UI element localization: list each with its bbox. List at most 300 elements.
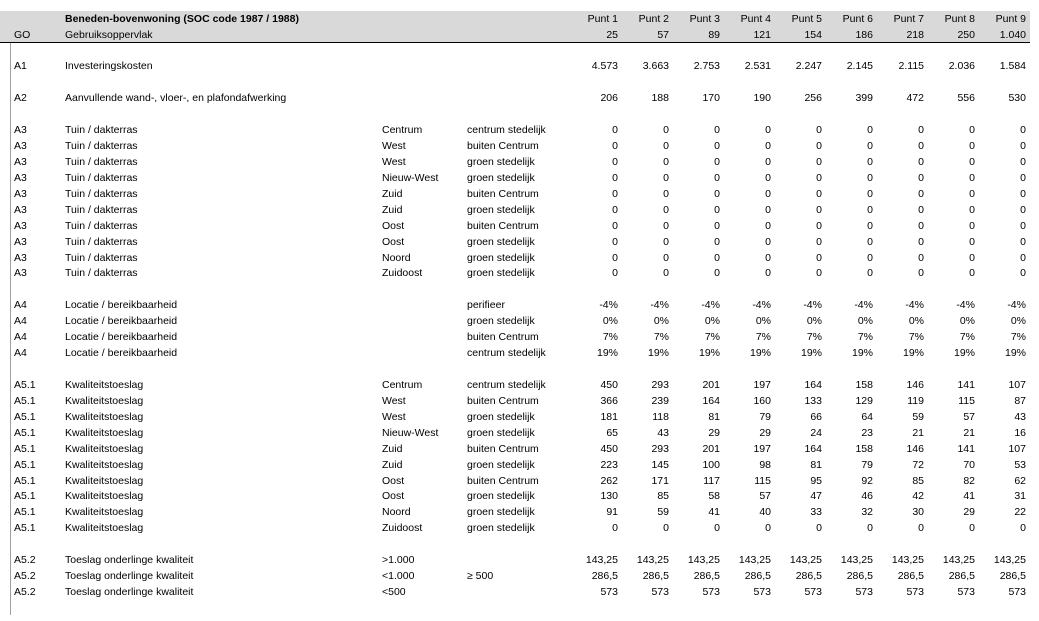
row-value: 0 [1020,252,1026,264]
row-value: 573 [804,586,822,598]
row-value: -4% [956,299,975,311]
code-column-divider [10,43,11,615]
row-district: Nieuw-West [382,427,439,439]
row-type: groen stedelijk [467,236,535,248]
row-value: 0 [663,522,669,534]
row-description: Kwaliteitstoeslag [65,522,144,534]
row-value: 19% [902,347,924,359]
point-header: Punt 7 [893,13,924,25]
row-value: -4% [854,299,873,311]
point-header: Punt 4 [740,13,771,25]
row-value: 0 [867,252,873,264]
row-value: 0 [918,267,924,279]
row-type: ≥ 500 [467,570,494,582]
row-description: Tuin / dakterras [65,220,138,232]
row-value: 19% [596,347,618,359]
row-value: -4% [1007,299,1026,311]
header-divider [0,42,1030,43]
row-description: Tuin / dakterras [65,236,138,248]
row-type: centrum stedelijk [467,347,546,359]
row-value: 143,25 [942,554,975,566]
row-district: Centrum [382,379,423,391]
row-value: 450 [600,443,618,455]
row-value: 286,5 [642,570,669,582]
row-value: 107 [1008,443,1026,455]
row-description: Tuin / dakterras [65,124,138,136]
row-value: 0 [765,156,771,168]
row-value: 91 [606,506,618,518]
row-value: 0 [969,220,975,232]
row-description: Tuin / dakterras [65,204,138,216]
row-value: 7% [959,331,975,343]
row-value: 66 [810,411,822,423]
row-value: 0 [918,140,924,152]
row-value: 85 [657,490,669,502]
row-value: 130 [600,490,618,502]
row-value: 87 [1014,395,1026,407]
row-value: 0 [714,188,720,200]
row-type: buiten Centrum [467,395,539,407]
row-value: 0 [612,140,618,152]
row-type: centrum stedelijk [467,124,546,136]
row-code: A3 [14,204,27,216]
row-value: 0 [612,156,618,168]
row-value: 2.036 [948,60,975,72]
row-value: 0% [908,315,924,327]
row-value: 0% [857,315,873,327]
row-value: 0 [1020,124,1026,136]
row-value: 262 [600,475,618,487]
row-value: 95 [810,475,822,487]
row-value: 0 [816,252,822,264]
row-code: A5.1 [14,443,36,455]
row-type: groen stedelijk [467,252,535,264]
row-type: buiten Centrum [467,140,539,152]
row-value: 1.584 [999,60,1026,72]
row-value: 0 [867,236,873,248]
row-code: A3 [14,156,27,168]
row-value: 0 [918,252,924,264]
row-value: 43 [1014,411,1026,423]
row-description: Tuin / dakterras [65,156,138,168]
row-value: 286,5 [693,570,720,582]
row-description: Kwaliteitstoeslag [65,490,144,502]
row-value: 0 [1020,204,1026,216]
row-value: 19% [1004,347,1026,359]
row-code: A5.2 [14,570,36,582]
row-value: 197 [753,443,771,455]
row-description: Toeslag onderlinge kwaliteit [65,570,194,582]
row-value: 143,25 [636,554,669,566]
row-value: 0 [612,172,618,184]
row-value: 19% [953,347,975,359]
row-value: 143,25 [891,554,924,566]
row-code: A3 [14,252,27,264]
row-value: 79 [759,411,771,423]
row-value: 7% [704,331,720,343]
row-value: 0 [969,172,975,184]
row-value: 4.573 [591,60,618,72]
row-value: 81 [810,459,822,471]
row-district: Noord [382,252,411,264]
row-value: 0 [969,267,975,279]
row-type: groen stedelijk [467,490,535,502]
row-description: Kwaliteitstoeslag [65,379,144,391]
row-description: Kwaliteitstoeslag [65,427,144,439]
row-value: 293 [651,443,669,455]
row-value: 158 [855,379,873,391]
row-type: groen stedelijk [467,267,535,279]
row-district: <500 [382,586,406,598]
row-value: 117 [703,475,720,487]
row-value: 7% [755,331,771,343]
row-value: 0 [765,236,771,248]
row-value: 0 [663,124,669,136]
row-value: 0 [612,522,618,534]
row-code: A3 [14,236,27,248]
row-value: 65 [606,427,618,439]
row-code: A3 [14,140,27,152]
row-value: -4% [752,299,771,311]
row-code: A5.2 [14,554,36,566]
row-value: 450 [600,379,618,391]
row-value: 53 [1014,459,1026,471]
row-description: Toeslag onderlinge kwaliteit [65,586,194,598]
row-district: West [382,395,406,407]
sheet-title: Beneden-bovenwoning (SOC code 1987 / 1988) [65,13,299,25]
row-type: buiten Centrum [467,331,539,343]
row-value: 7% [806,331,822,343]
row-value: 7% [1010,331,1026,343]
row-value: 0 [1020,220,1026,232]
row-value: 556 [957,92,975,104]
row-value: 0 [867,204,873,216]
row-code: A5.1 [14,411,36,423]
row-value: 0 [969,156,975,168]
row-value: 190 [753,92,771,104]
row-value: 0 [714,522,720,534]
row-value: -4% [701,299,720,311]
row-value: 158 [855,443,873,455]
row-value: 82 [963,475,975,487]
row-value: 100 [702,459,720,471]
row-value: 72 [912,459,924,471]
row-value: 2.145 [846,60,873,72]
row-value: 98 [759,459,771,471]
row-value: 145 [651,459,669,471]
area-value: 57 [657,29,669,41]
row-value: 143,25 [687,554,720,566]
row-description: Aanvullende wand-, vloer-, en plafondafwerking [65,92,287,104]
row-value: 107 [1008,379,1026,391]
row-value: 41 [708,506,720,518]
row-value: 0 [765,252,771,264]
row-type: groen stedelijk [467,522,535,534]
row-value: 206 [600,92,618,104]
row-district: West [382,156,406,168]
row-value: 0 [714,236,720,248]
row-value: 19% [647,347,669,359]
row-value: 0% [602,315,618,327]
row-value: 146 [906,443,924,455]
area-value: 89 [708,29,720,41]
row-value: 47 [810,490,822,502]
row-value: 0 [816,236,822,248]
row-value: 141 [957,379,975,391]
row-value: 286,5 [591,570,618,582]
row-description: Kwaliteitstoeslag [65,475,144,487]
row-value: 160 [753,395,771,407]
row-value: 0 [918,220,924,232]
row-value: 0 [918,522,924,534]
row-district: Zuid [382,204,403,216]
row-type: groen stedelijk [467,427,535,439]
row-value: 0 [612,124,618,136]
row-value: 0 [765,172,771,184]
row-value: -4% [803,299,822,311]
row-value: 0 [663,204,669,216]
row-district: Zuid [382,443,403,455]
row-value: 3.663 [642,60,669,72]
row-value: 0 [969,522,975,534]
row-value: 0 [612,267,618,279]
row-value: 23 [861,427,873,439]
row-district: Zuidoost [382,267,423,279]
row-type: groen stedelijk [467,459,535,471]
row-value: 0 [663,220,669,232]
row-value: 0 [918,188,924,200]
row-value: 29 [963,506,975,518]
row-value: 143,25 [993,554,1026,566]
row-value: 41 [963,490,975,502]
row-value: 141 [957,443,975,455]
area-value: 121 [753,29,771,41]
point-header: Punt 9 [995,13,1026,25]
row-value: 59 [657,506,669,518]
row-value: 239 [651,395,669,407]
row-description: Kwaliteitstoeslag [65,443,144,455]
row-value: 0 [765,140,771,152]
row-code: A3 [14,172,27,184]
row-district: Zuid [382,459,403,471]
row-value: 0% [653,315,669,327]
row-value: 115 [958,395,975,407]
row-value: 0 [969,140,975,152]
row-value: 171 [651,475,669,487]
row-description: Tuin / dakterras [65,188,138,200]
row-value: 70 [963,459,975,471]
row-value: 0 [663,156,669,168]
row-district: <1.000 [382,570,415,582]
row-value: 0% [1010,315,1026,327]
row-value: 0 [1020,172,1026,184]
point-header: Punt 3 [689,13,720,25]
row-value: 0 [816,522,822,534]
row-value: 0 [612,252,618,264]
row-value: 0 [663,252,669,264]
row-value: 118 [652,411,669,423]
row-value: 0 [714,252,720,264]
row-value: 188 [651,92,669,104]
row-value: 0 [714,124,720,136]
row-value: 0 [867,220,873,232]
row-code: A4 [14,315,27,327]
row-value: 0 [918,156,924,168]
row-description: Toeslag onderlinge kwaliteit [65,554,194,566]
row-value: 43 [657,427,669,439]
row-district: Zuidoost [382,522,423,534]
row-value: 573 [1008,586,1026,598]
row-value: 143,25 [585,554,618,566]
row-value: 85 [912,475,924,487]
row-value: 143,25 [840,554,873,566]
row-value: 530 [1008,92,1026,104]
row-value: -4% [599,299,618,311]
row-value: 0 [816,124,822,136]
row-district: Oost [382,220,405,232]
row-value: 0 [1020,522,1026,534]
row-value: 59 [912,411,924,423]
row-description: Tuin / dakterras [65,140,138,152]
row-code: A2 [14,92,27,104]
row-description: Tuin / dakterras [65,172,138,184]
row-value: 133 [804,395,822,407]
row-value: 286,5 [999,570,1026,582]
row-district: >1.000 [382,554,415,566]
row-code: A3 [14,220,27,232]
row-value: 223 [600,459,618,471]
row-type: buiten Centrum [467,443,539,455]
row-value: 0 [663,267,669,279]
row-value: 29 [759,427,771,439]
row-value: 29 [708,427,720,439]
row-value: 0 [765,220,771,232]
row-value: 143,25 [789,554,822,566]
row-value: 2.247 [795,60,822,72]
row-code: A5.1 [14,459,36,471]
row-value: 0 [612,236,618,248]
row-value: 0 [918,204,924,216]
row-value: 119 [907,395,924,407]
row-type: groen stedelijk [467,156,535,168]
row-description: Kwaliteitstoeslag [65,411,144,423]
row-value: 286,5 [846,570,873,582]
point-header: Punt 8 [944,13,975,25]
row-value: 573 [957,586,975,598]
row-code: A4 [14,331,27,343]
row-value: 58 [708,490,720,502]
row-value: -4% [650,299,669,311]
row-value: 573 [600,586,618,598]
row-value: 0 [867,124,873,136]
row-value: 573 [651,586,669,598]
row-code: A1 [14,60,27,72]
row-type: buiten Centrum [467,475,539,487]
row-value: 170 [702,92,720,104]
row-district: Oost [382,236,405,248]
row-value: 0 [714,172,720,184]
row-value: 201 [702,379,720,391]
row-code: A5.1 [14,506,36,518]
row-description: Tuin / dakterras [65,267,138,279]
row-value: 24 [810,427,822,439]
row-value: 0 [1020,236,1026,248]
point-header: Punt 6 [842,13,873,25]
area-value: 1.040 [999,29,1026,41]
row-value: 0 [867,267,873,279]
row-type: perifieer [467,299,505,311]
row-value: 7% [602,331,618,343]
row-type: groen stedelijk [467,204,535,216]
row-value: 2.531 [744,60,771,72]
row-description: Locatie / bereikbaarheid [65,331,178,343]
row-value: 22 [1014,506,1026,518]
row-value: 19% [851,347,873,359]
row-value: 19% [749,347,771,359]
row-value: 399 [855,92,873,104]
row-value: 573 [753,586,771,598]
row-value: 33 [810,506,822,518]
row-value: 57 [759,490,771,502]
row-value: 42 [912,490,924,502]
row-value: 0% [755,315,771,327]
row-value: 0 [816,156,822,168]
row-type: buiten Centrum [467,220,539,232]
row-value: 0 [765,204,771,216]
row-district: Noord [382,506,411,518]
row-value: 92 [861,475,873,487]
row-value: 164 [702,395,720,407]
point-header: Punt 1 [587,13,618,25]
row-value: 7% [908,331,924,343]
row-description: Kwaliteitstoeslag [65,506,144,518]
row-value: 0% [959,315,975,327]
row-value: 0 [816,220,822,232]
row-district: Oost [382,490,405,502]
row-value: 21 [912,427,924,439]
row-code: A3 [14,267,27,279]
row-district: Oost [382,475,405,487]
row-type: groen stedelijk [467,506,535,518]
row-value: 0 [1020,188,1026,200]
row-value: 0 [663,236,669,248]
row-description: Kwaliteitstoeslag [65,459,144,471]
row-value: 129 [855,395,873,407]
row-value: 0 [714,204,720,216]
row-value: 0 [714,140,720,152]
row-value: 0 [867,140,873,152]
row-value: 0 [714,220,720,232]
row-code: A5.1 [14,379,36,391]
row-code: A5.1 [14,427,36,439]
row-value: 0 [918,236,924,248]
row-description: Locatie / bereikbaarheid [65,315,178,327]
row-code: A4 [14,299,27,311]
row-value: 79 [861,459,873,471]
row-value: 0 [765,267,771,279]
row-value: 0 [612,220,618,232]
row-district: Nieuw-West [382,172,439,184]
row-code: A3 [14,188,27,200]
row-value: 0 [612,204,618,216]
row-value: 0 [765,124,771,136]
row-description: Locatie / bereikbaarheid [65,347,178,359]
area-value: 250 [957,29,975,41]
row-value: 0 [867,156,873,168]
row-value: 7% [857,331,873,343]
row-value: 0 [969,252,975,264]
row-value: 0 [765,522,771,534]
